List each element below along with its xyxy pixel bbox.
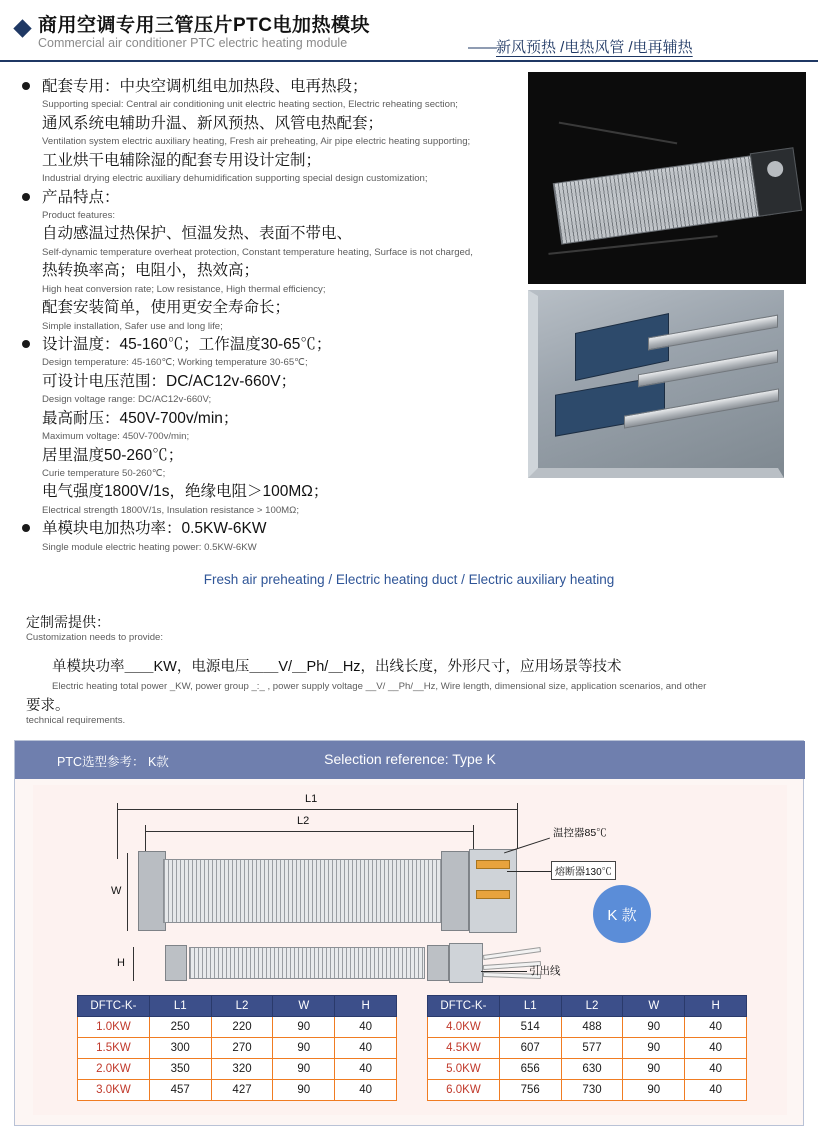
terminal-block xyxy=(750,147,802,217)
technical-drawing xyxy=(33,785,787,990)
diamond-icon xyxy=(13,19,31,37)
spec-cn: 自动感温过热保护、恒温发热、表面不带电、 xyxy=(42,225,353,243)
heater-body xyxy=(553,153,774,244)
table-row xyxy=(428,1080,747,1101)
spec-en: High heat conversion rate; Low resistance, High thermal efficiency; xyxy=(42,283,326,295)
col-header: H xyxy=(335,996,397,1017)
spec-cn: 工业烘干电辅除湿的配套专用设计定制； xyxy=(42,151,322,169)
dim-line-h xyxy=(133,947,134,981)
front-end-left xyxy=(165,945,187,981)
spec-cn: 单模块电加热功率：0.5KW-6KW xyxy=(42,520,267,538)
list-item xyxy=(14,150,514,187)
cell-model: 3.0KW xyxy=(78,1080,150,1101)
table-row xyxy=(78,1059,397,1080)
cell-model: 4.5KW xyxy=(428,1038,500,1059)
customization-line2: 要求。 xyxy=(26,698,70,715)
cell-w: 90 xyxy=(623,1059,685,1080)
spec-table-right xyxy=(427,995,747,1101)
cell-w: 90 xyxy=(273,1059,335,1080)
cell-w: 90 xyxy=(623,1017,685,1038)
spec-cn: 居里温度50-260℃； xyxy=(42,446,184,464)
list-item xyxy=(14,518,514,555)
customization-line2-en: technical requirements. xyxy=(26,715,126,727)
cell-l1: 607 xyxy=(499,1038,561,1059)
dim-label-l1: L1 xyxy=(305,793,318,805)
page-header xyxy=(0,0,818,62)
end-plate-left xyxy=(138,851,166,931)
control-box xyxy=(469,849,517,933)
col-header: L1 xyxy=(499,996,561,1017)
front-fin-pack xyxy=(189,947,425,979)
spec-cn: 热转换率高；电阻小，热效高； xyxy=(42,262,260,280)
cell-h: 40 xyxy=(685,1059,747,1080)
table-header-row xyxy=(78,996,397,1017)
spec-cn: 电气强度1800V/1s，绝缘电阻＞100MΩ； xyxy=(42,483,329,501)
cell-w: 90 xyxy=(273,1080,335,1101)
cell-l2: 427 xyxy=(211,1080,273,1101)
spec-cn: 可设计电压范围：DC/AC12v-660V； xyxy=(42,372,297,390)
spec-en: Ventilation system electric auxiliary heating, Fresh air preheating, Air pipe electric heating supporting; xyxy=(42,136,471,148)
panel-header xyxy=(15,741,805,779)
table-right-wrap xyxy=(427,995,747,1101)
cell-model: 5.0KW xyxy=(428,1059,500,1080)
dim-label-h: H xyxy=(117,957,125,969)
col-header: DFTC-K- xyxy=(428,996,500,1017)
cell-l2: 270 xyxy=(211,1038,273,1059)
cell-l2: 488 xyxy=(561,1017,623,1038)
cell-l2: 577 xyxy=(561,1038,623,1059)
cell-l1: 300 xyxy=(149,1038,211,1059)
panel-header-cn: PTC选型参考： K款 xyxy=(57,755,169,769)
header-divider xyxy=(0,60,818,62)
knob-icon xyxy=(766,160,784,178)
fin-pack xyxy=(163,859,443,923)
table-row xyxy=(428,1038,747,1059)
callout-fuse: 熔断器130℃ xyxy=(551,861,616,880)
mid-caption: Fresh air preheating / Electric heating duct / Electric auxiliary heating xyxy=(203,572,615,587)
spec-en: Design temperature: 45-160℃; Working temperature 30-65℃; xyxy=(42,357,308,369)
header-tagline-text: 新风预热 /电热风管 /电再辅热 xyxy=(496,39,693,56)
front-control-box xyxy=(449,943,483,983)
dim-extension xyxy=(473,825,474,851)
callout-leader xyxy=(504,838,550,854)
spec-en: Single module electric heating power: 0.5KW-6KW xyxy=(42,541,257,553)
cell-l1: 457 xyxy=(149,1080,211,1101)
table-row xyxy=(428,1017,747,1038)
table-left-wrap xyxy=(77,995,397,1101)
end-plate-right xyxy=(441,851,469,931)
col-header: L2 xyxy=(211,996,273,1017)
cell-model: 1.0KW xyxy=(78,1017,150,1038)
product-photo-heater xyxy=(528,72,806,284)
lead-wire xyxy=(483,947,541,960)
spec-cn: 通风系统电辅助升温、新风预热、风管电热配套； xyxy=(42,114,384,132)
list-item xyxy=(14,113,514,150)
callout-leader xyxy=(481,971,527,972)
page-title: 商用空调专用三管压片PTC电加热模块 xyxy=(38,15,371,36)
spec-cn: 配套专用：中央空调机组电加热段、电再热段； xyxy=(42,78,368,95)
panel-header-en: Selection reference: Type K xyxy=(324,751,496,767)
col-header: DFTC-K- xyxy=(78,996,150,1017)
table-row xyxy=(78,1038,397,1059)
list-item xyxy=(14,371,514,408)
spec-en: Simple installation, Safer use and long life; xyxy=(42,320,223,332)
dim-line-w xyxy=(127,853,128,931)
front-end-right xyxy=(427,945,449,981)
col-header: H xyxy=(685,996,747,1017)
cell-h: 40 xyxy=(685,1017,747,1038)
spec-en: Curie temperature 50-260℃; xyxy=(42,468,166,480)
spec-table-left xyxy=(77,995,397,1101)
type-badge: K 款 xyxy=(593,885,651,943)
cell-l2: 320 xyxy=(211,1059,273,1080)
customization-title-en: Customization needs to provide: xyxy=(26,632,164,643)
bullet-icon xyxy=(22,340,30,348)
list-item xyxy=(14,481,514,518)
col-header: L2 xyxy=(561,996,623,1017)
spec-en: Design voltage range: DC/AC12v-660V; xyxy=(42,394,212,406)
customization-block xyxy=(26,612,816,726)
fin-texture xyxy=(554,155,772,244)
dim-extension xyxy=(117,803,118,859)
customization-line1-en: Electric heating total power _KW, power group _:_ , power supply voltage __V/ __Ph/__Hz, Wire length, dimensional size, application scenarios, and other xyxy=(52,680,707,692)
cell-w: 90 xyxy=(273,1017,335,1038)
table-row xyxy=(428,1059,747,1080)
cell-h: 40 xyxy=(685,1080,747,1101)
spec-en: Maximum voltage: 450V-700v/min; xyxy=(42,431,190,443)
list-item xyxy=(14,76,514,113)
cell-l2: 220 xyxy=(211,1017,273,1038)
list-item xyxy=(14,297,514,334)
cell-l1: 250 xyxy=(149,1017,211,1038)
cell-l2: 730 xyxy=(561,1080,623,1101)
spec-en: Electrical strength 1800V/1s, Insulation resistance > 100MΩ; xyxy=(42,504,300,516)
duct-frame xyxy=(528,290,784,478)
col-header: W xyxy=(273,996,335,1017)
bullet-icon xyxy=(22,524,30,532)
page-subtitle: Commercial air conditioner PTC electric heating module xyxy=(38,36,348,50)
table-row xyxy=(78,1080,397,1101)
cell-h: 40 xyxy=(335,1017,397,1038)
spec-cn: 设计温度：45-160℃；工作温度30-65℃； xyxy=(42,336,332,354)
cell-model: 1.5KW xyxy=(78,1038,150,1059)
dim-label-l2: L2 xyxy=(297,815,310,827)
list-item xyxy=(14,223,514,260)
selection-reference-panel xyxy=(14,740,804,1126)
table-row xyxy=(78,1017,397,1038)
cell-l1: 656 xyxy=(499,1059,561,1080)
callout-lead-wire: 引出线 xyxy=(529,965,561,977)
spec-en: Product features: xyxy=(42,210,116,222)
cell-l1: 514 xyxy=(499,1017,561,1038)
header-dash: —— xyxy=(468,39,496,56)
list-item xyxy=(14,445,514,482)
callout-thermostat: 温控器85℃ xyxy=(553,827,607,839)
spec-cn: 产品特点： xyxy=(42,188,120,206)
spec-en: Self-dynamic temperature overheat protection, Constant temperature heating, Surface is not charged, xyxy=(42,246,473,258)
cell-h: 40 xyxy=(335,1059,397,1080)
table-header-row xyxy=(428,996,747,1017)
bullet-icon xyxy=(22,193,30,201)
dim-line-l1 xyxy=(117,809,517,810)
cell-l1: 350 xyxy=(149,1059,211,1080)
cell-w: 90 xyxy=(623,1038,685,1059)
list-item xyxy=(14,334,514,371)
cell-h: 40 xyxy=(685,1038,747,1059)
spec-en: Industrial drying electric auxiliary dehumidification supporting special design customization; xyxy=(42,173,428,185)
col-header: L1 xyxy=(149,996,211,1017)
terminal-icon xyxy=(476,860,510,869)
customization-title: 定制需提供： xyxy=(26,614,110,630)
cell-h: 40 xyxy=(335,1038,397,1059)
specification-list xyxy=(14,76,514,555)
dim-label-w: W xyxy=(111,885,122,897)
cell-h: 40 xyxy=(335,1080,397,1101)
cell-w: 90 xyxy=(273,1038,335,1059)
front-view xyxy=(153,945,483,981)
dim-line-l2 xyxy=(145,831,473,832)
dim-extension xyxy=(517,803,518,849)
list-item xyxy=(14,260,514,297)
spec-cn: 配套安装简单，使用更安全寿命长； xyxy=(42,299,291,317)
lead-decoration xyxy=(559,122,678,145)
list-item xyxy=(14,408,514,445)
spec-en: Supporting special: Central air conditioning unit electric heating section, Electric reheating section; xyxy=(42,99,458,111)
cell-model: 2.0KW xyxy=(78,1059,150,1080)
spec-cn: 最高耐压：450V-700v/min； xyxy=(42,409,239,427)
customization-line1: 单模块功率＿＿KW，电源电压＿＿V/＿Ph/＿Hz，出线长度，外形尺寸，应用场景等技术 xyxy=(52,659,622,675)
callout-leader xyxy=(507,871,551,872)
col-header: W xyxy=(623,996,685,1017)
cell-w: 90 xyxy=(623,1080,685,1101)
list-item xyxy=(14,187,514,224)
cell-l2: 630 xyxy=(561,1059,623,1080)
bullet-icon xyxy=(22,82,30,90)
cell-l1: 756 xyxy=(499,1080,561,1101)
header-tagline xyxy=(468,36,693,57)
product-photo-duct xyxy=(528,290,784,478)
panel-body xyxy=(33,785,787,1115)
cell-model: 4.0KW xyxy=(428,1017,500,1038)
terminal-icon xyxy=(476,890,510,899)
cell-model: 6.0KW xyxy=(428,1080,500,1101)
